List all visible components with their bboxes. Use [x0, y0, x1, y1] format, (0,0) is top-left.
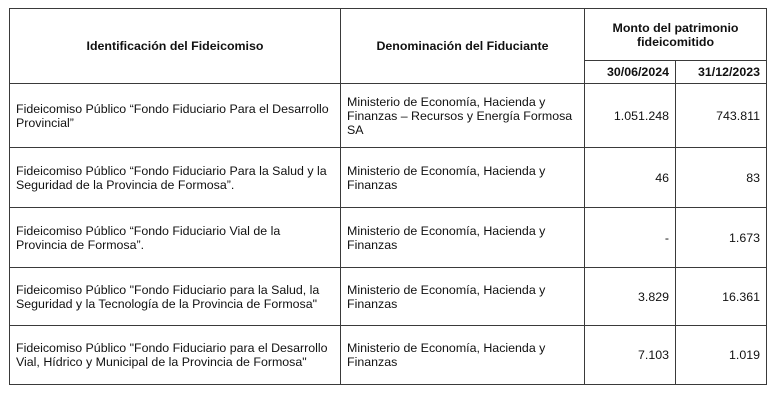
trust-name: Fideicomiso Público "Fondo Fiduciario para el Desarrollo Vial, Hídrico y Municipal de la Provincia de Formosa"	[10, 326, 341, 385]
trustor-name: Ministerio de Economía, Hacienda y Finanzas	[341, 208, 585, 268]
trust-name: Fideicomiso Público "Fondo Fiduciario para la Salud, la Seguridad y la Tecnología de la Provincia de Formosa"	[10, 268, 341, 326]
trustor-name: Ministerio de Economía, Hacienda y Finanzas	[341, 326, 585, 385]
table-row	[10, 84, 767, 148]
amount-2023: 1.673	[676, 208, 767, 268]
amount-2024: 1.051.248	[585, 84, 676, 148]
trustor-name: Ministerio de Economía, Hacienda y Finanzas	[341, 148, 585, 208]
table-row	[10, 268, 767, 326]
amount-2024: 46	[585, 148, 676, 208]
trustor-name: Ministerio de Economía, Hacienda y Finanzas – Recursos y Energía Formosa SA	[341, 84, 585, 148]
header-row	[10, 9, 767, 61]
amount-2024: -	[585, 208, 676, 268]
trust-table	[9, 8, 767, 385]
header-trustor: Denominación del Fiduciante	[341, 9, 585, 84]
trustor-name: Ministerio de Economía, Hacienda y Finanzas	[341, 268, 585, 326]
amount-2023: 16.361	[676, 268, 767, 326]
header-amount: Monto del patrimonio fideicomitido	[585, 9, 767, 61]
header-identification: Identificación del Fideicomiso	[10, 9, 341, 84]
header-date-2023: 31/12/2023	[676, 61, 767, 84]
trust-name: Fideicomiso Público “Fondo Fiduciario Para el Desarrollo Provincial”	[10, 84, 341, 148]
table-row	[10, 208, 767, 268]
header-date-2024: 30/06/2024	[585, 61, 676, 84]
table-row	[10, 326, 767, 385]
amount-2023: 83	[676, 148, 767, 208]
amount-2024: 3.829	[585, 268, 676, 326]
amount-2023: 1.019	[676, 326, 767, 385]
amount-2024: 7.103	[585, 326, 676, 385]
trust-name: Fideicomiso Público “Fondo Fiduciario Vial de la Provincia de Formosa”.	[10, 208, 341, 268]
trust-name: Fideicomiso Público “Fondo Fiduciario Para la Salud y la Seguridad de la Provincia de Formosa”.	[10, 148, 341, 208]
amount-2023: 743.811	[676, 84, 767, 148]
table-row	[10, 148, 767, 208]
